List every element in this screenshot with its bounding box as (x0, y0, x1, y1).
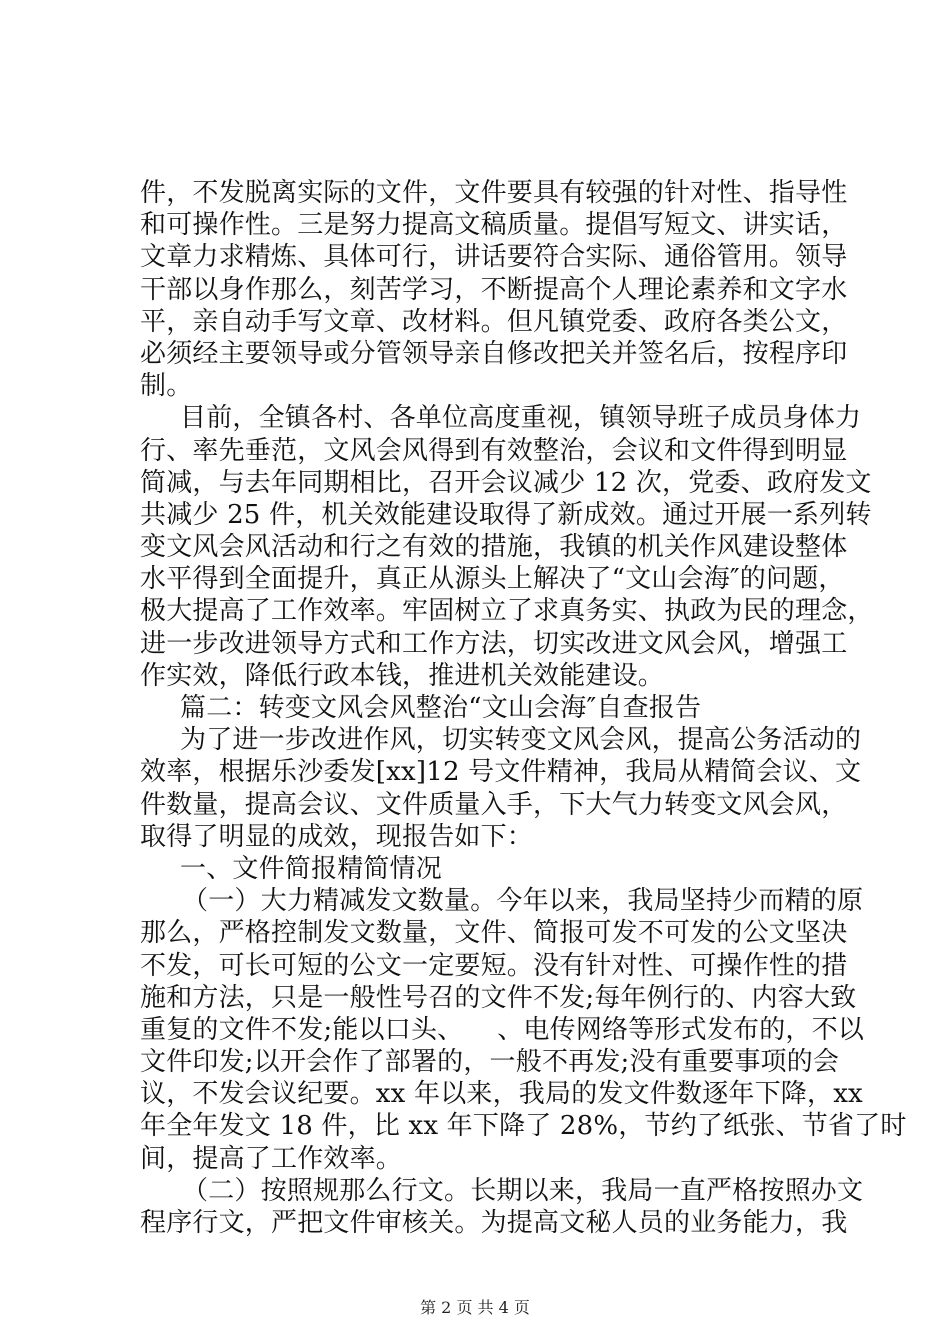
text-line: 简减，与去年同期相比，召开会议减少 12 次，党委、政府发文 (140, 467, 872, 498)
paragraph-start-line: 为了进一步改进作风，切实转变文风会风，提高公务活动的 (180, 725, 862, 756)
text-line: 效率，根据乐沙委发[xx]12 号文件精神，我局从精简会议、文 (140, 757, 862, 788)
text-line: 极大提高了工作效率。牢固树立了求真务实、执政为民的理念， (140, 596, 874, 627)
document-body (140, 177, 907, 1239)
text-line: 水平得到全面提升，真正从源头上解决了“文山会海″的问题， (140, 564, 845, 595)
text-line: 不发，可长可短的公文一定要短。没有针对性、可操作性的措 (140, 950, 848, 981)
text-line: 和可操作性。三是努力提高文稿质量。提倡写短文、讲实话， (140, 210, 848, 241)
text-line: 年全年发文 18 件，比 xx 年下降了 28%，节约了纸张、节省了时 (140, 1111, 907, 1142)
text-line: 重复的文件不发;能以口头、 、电传网络等形式发布的，不以 (140, 1014, 865, 1045)
page-footer: 第 2 页 共 4 页 (420, 1298, 530, 1317)
text-line: 进一步改进领导方式和工作方法，切实改进文风会风，增强工 (140, 628, 848, 659)
text-line: 程序行文，严把文件审核关。为提高文秘人员的业务能力，我 (140, 1208, 848, 1238)
paragraph-start-line: 目前，全镇各村、各单位高度重视，镇领导班子成员身体力 (180, 403, 862, 434)
text-line: 文件印发;以开会作了部署的，一般不再发;没有重要事项的会 (140, 1047, 840, 1078)
text-line: 文章力求精炼、具体可行，讲话要符合实际、通俗管用。领导 (140, 242, 848, 273)
text-line: 干部以身作那么，刻苦学习，不断提高个人理论素养和文字水 (140, 274, 848, 305)
text-line: 施和方法，只是一般性号召的文件不发;每年例行的、内容大致 (140, 982, 857, 1013)
text-line: 间，提高了工作效率。 (140, 1143, 403, 1174)
text-line: 取得了明显的成效，现报告如下： (140, 821, 534, 852)
text-line: 件数量，提高会议、文件质量入手，下大气力转变文风会风， (140, 789, 848, 820)
text-line: 平，亲自动手写文章、改材料。但凡镇党委、政府各类公文， (140, 306, 848, 337)
text-line: 作实效，降低行政本钱，推进机关效能建设。 (140, 660, 665, 691)
section-heading: 篇二：转变文风会风整治“文山会海″自查报告 (180, 693, 702, 723)
text-line: 变文风会风活动和行之有效的措施，我镇的机关作风建设整体 (140, 532, 848, 563)
text-line: 件，不发脱离实际的文件，文件要具有较强的针对性、指导性 (140, 178, 848, 208)
paragraph-start-line: （二）按照规那么行文。长期以来，我局一直严格按照办文 (182, 1175, 864, 1206)
text-line: 共减少 25 件，机关效能建设取得了新成效。通过开展一系列转 (140, 499, 872, 530)
text-line: 行、率先垂范，文风会风得到有效整治，会议和文件得到明显 (140, 435, 848, 466)
paragraph-start-line: （一）大力精减发文数量。今年以来，我局坚持少而精的原 (182, 886, 864, 917)
text-line: 议，不发会议纪要。xx 年以来，我局的发文件数逐年下降，xx (140, 1079, 863, 1110)
text-line: 那么，严格控制发文数量，文件、简报可发不可发的公文坚决 (140, 918, 848, 949)
text-line: 制。 (140, 371, 193, 402)
text-line: 必须经主要领导或分管领导亲自修改把关并签名后，按程序印 (140, 338, 848, 369)
subsection-heading: 一、文件简报精简情况 (180, 853, 443, 884)
